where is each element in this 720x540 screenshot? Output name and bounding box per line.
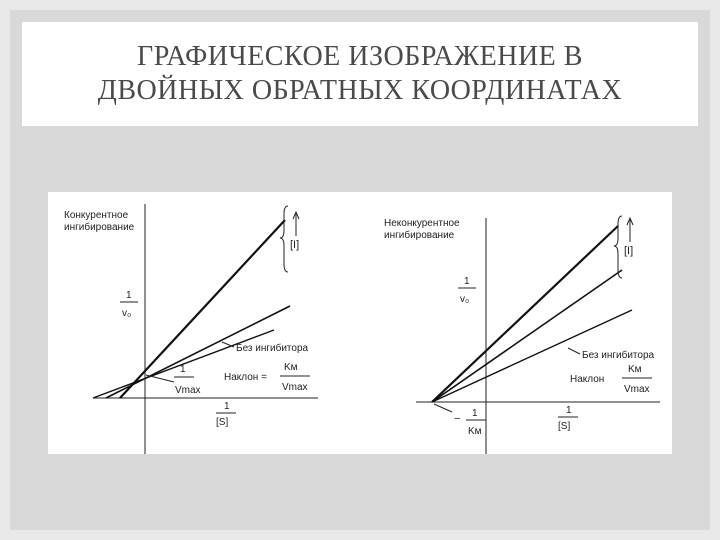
left-inhibitor-label: [I] [290,239,300,251]
title-line-2: ДВОЙНЫХ ОБРАТНЫХ КООРДИНАТАХ [97,75,623,106]
left-slope-num: Kм [284,362,298,373]
right-y-label-den: v₀ [460,294,470,305]
right-intercept-prefix: − [454,413,461,425]
left-slope-prefix: Наклон = [224,372,267,383]
left-no-inhibitor-label: Без ингибитора [236,343,309,354]
right-slope-num: Kм [628,364,642,375]
left-x-label-num: 1 [224,401,230,412]
left-slope-den: Vmax [282,382,308,393]
right-y-label-num: 1 [464,276,470,287]
right-panel-label-2: ингибирование [384,230,455,241]
left-panel [64,204,318,454]
right-slope-den: Vmax [624,384,650,395]
left-x-label-den: [S] [216,417,229,428]
title-box [22,22,698,126]
left-intercept-num: 1 [180,364,186,375]
right-no-inhibitor-label: Без ингибитора [582,350,655,361]
left-intercept-den: Vmax [175,385,201,396]
diagram-svg [48,192,672,454]
left-no-inhibitor-pointer [222,342,234,347]
lineweaver-burk-figure [48,192,672,454]
title-line-1: ГРАФИЧЕСКОЕ ИЗОБРАЖЕНИЕ В [137,41,583,72]
left-y-label-num: 1 [126,290,132,301]
right-no-inhibitor-pointer [568,348,580,354]
right-slope-prefix: Наклон [570,374,605,385]
right-panel [384,216,660,454]
right-intercept-num: 1 [472,408,478,419]
right-inhibitor-brace [614,216,622,278]
left-intercept-pointer [146,375,174,382]
right-x-label-num: 1 [566,405,572,416]
right-x-label-den: [S] [558,421,571,432]
right-panel-label-1: Неконкурентное [384,218,460,229]
left-y-label-den: v₀ [122,308,132,319]
left-panel-label-2: ингибирование [64,222,135,233]
right-inhibitor-label: [I] [624,245,634,257]
right-intercept-den: Kм [468,426,482,437]
left-inhibitor-brace [280,206,288,272]
right-intercept-pointer [434,404,452,412]
left-panel-label-1: Конкурентное [64,210,129,221]
